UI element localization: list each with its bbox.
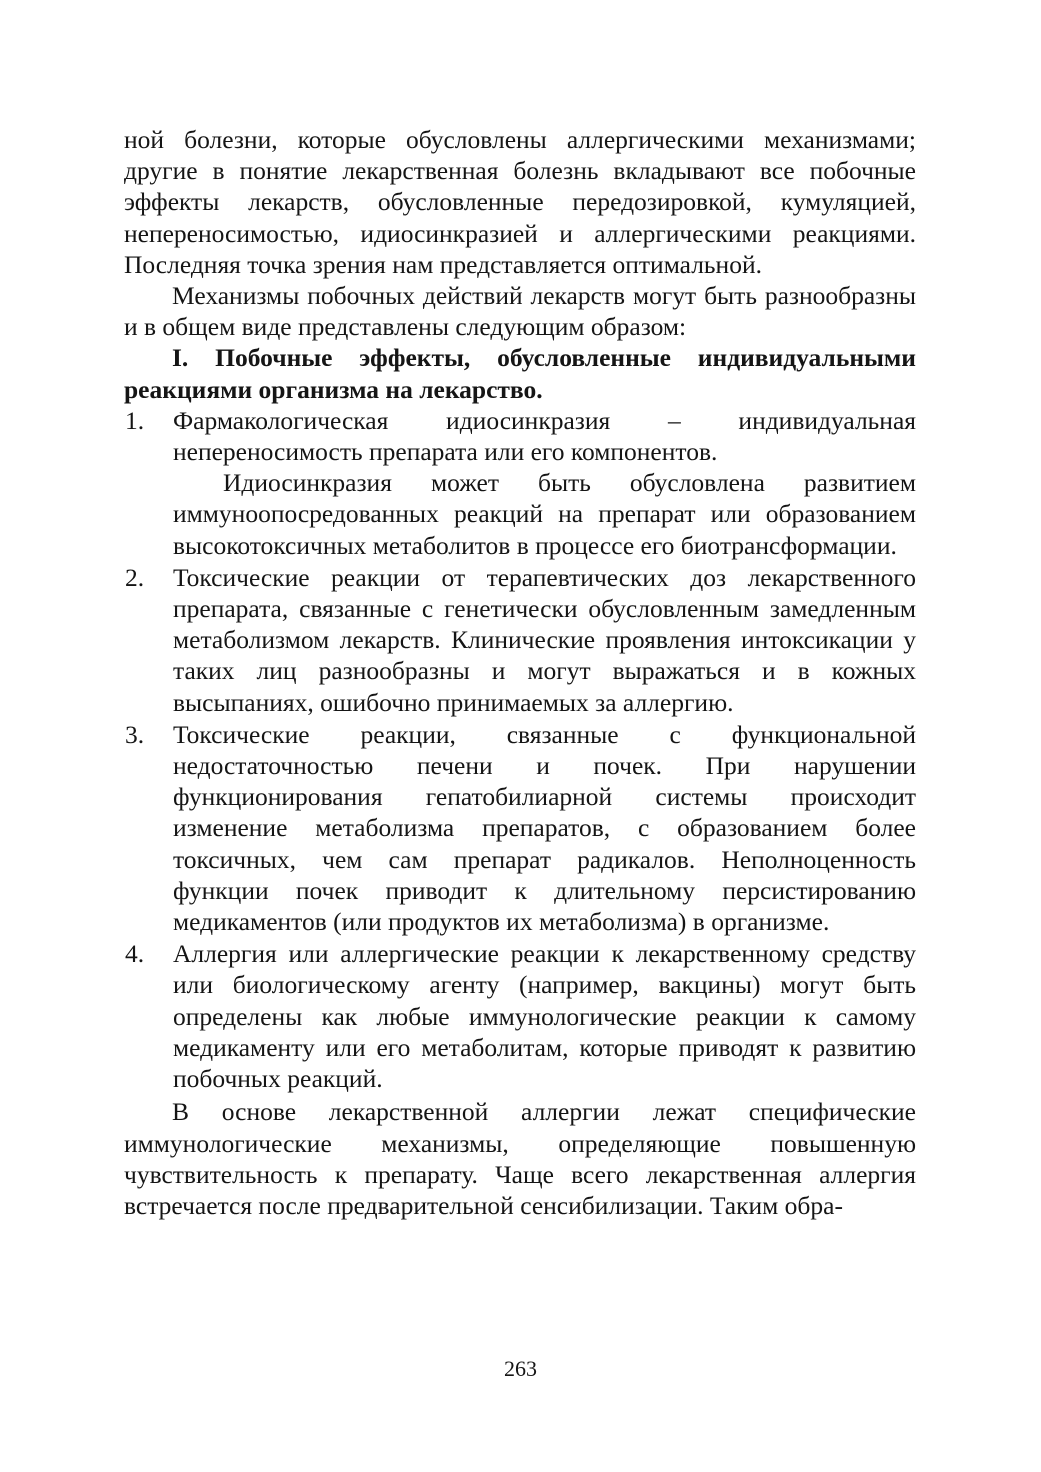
list-item-subparagraph-text: Идиосинкразия может быть обусловлена развитием иммуноопосредованных реакций на препарат или образованием высокотоксичных метаболитов в процессе его биотрансформации.	[173, 468, 916, 560]
closing-paragraph: В основе лекарственной аллергии лежат специфические иммунологические механизмы, определяющие повышенную чувствительность к препарату. Чаще всего лекарственная аллергия встречается после предварительной сенсибилизации. Таким обра-	[124, 1097, 916, 1220]
list-item-text: Токсические реакции от терапевтических доз лекарственного препарата, связанные с генетически обусловленным замедленным метаболизмом лекарств. Клинические проявления интоксикации у таких лиц разнообразны и могут выражаться и в кожных высыпаниях, ошибочно принимаемых за аллергию.	[173, 562, 916, 717]
page-number: 263	[504, 1356, 537, 1381]
list-item-text: Токсические реакции, связанные с функциональной недостаточностью печени и почек. При нарушении функционирования гепатобилиарной системы происходит изменение метаболизма препаратов, с образованием более токсичных, чем сам препарат радикалов. Неполноценность функции почек приводит к длительному персистированию медикаментов (или продуктов их метаболизма) в организме.	[173, 719, 916, 937]
intro-paragraph-2: Механизмы побочных действий лекарств могут быть разнообразны и в общем виде представлены следующим образом:	[124, 281, 916, 342]
list-item-text: Фармакологическая идиосинкразия – индивидуальная непереносимость препарата или его компонентов.	[173, 405, 916, 467]
page-body	[124, 124, 916, 1221]
list-item	[124, 405, 916, 467]
list-item	[124, 719, 916, 937]
list-item-subparagraph	[124, 467, 916, 561]
intro-paragraph-1: ной болезни, которые обусловлены аллергическими механизмами; другие в понятие лекарственная болезнь вкладывают все побочные эффекты лекарств, обусловленные передозировкой, кумуляцией, непереносимостью, идиосинкразией и аллергическими реакциями. Последняя точка зрения нам представляется оптимальной.	[124, 125, 916, 279]
list-item-number: 3.	[125, 719, 145, 749]
section-heading: I. Побочные эффекты, обусловленные индивидуальными реакциями организма на лекарство.	[124, 343, 916, 404]
list-item-number: 1.	[125, 405, 145, 435]
list-item-number: 2.	[125, 562, 145, 592]
list-item	[124, 562, 916, 718]
list-item-number: 4.	[125, 939, 145, 969]
list-item-text: Аллергия или аллергические реакции к лекарственному средству или биологическому агенту (например, вакцины) могут быть определены как любые иммунологические реакции к самому медикаменту или его метаболитам, которые приводят к развитию побочных реакций.	[173, 939, 916, 1094]
list-item	[124, 938, 916, 1094]
